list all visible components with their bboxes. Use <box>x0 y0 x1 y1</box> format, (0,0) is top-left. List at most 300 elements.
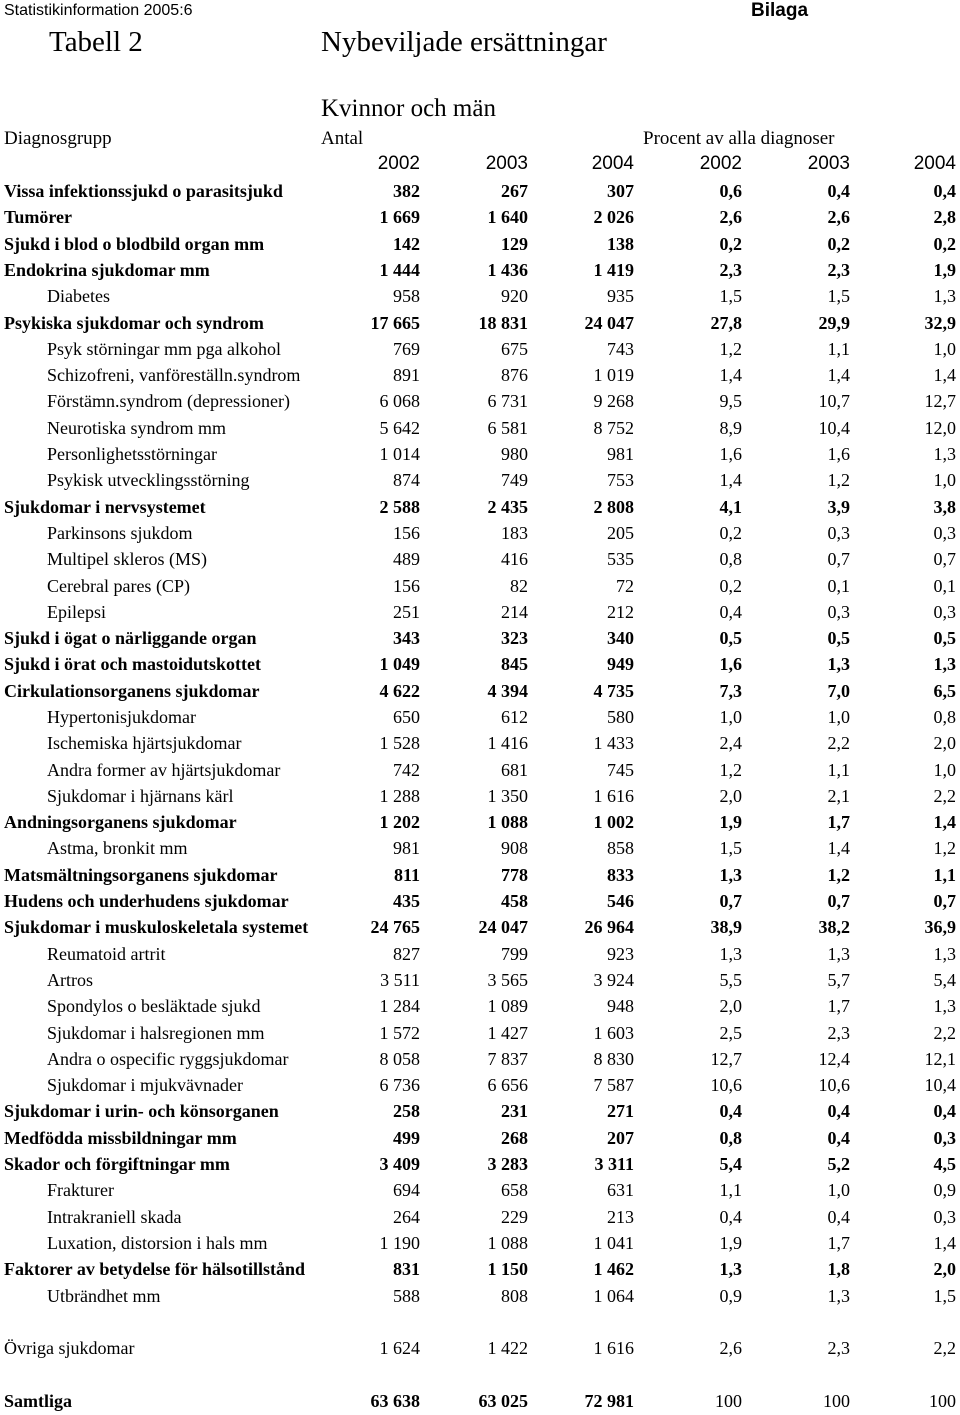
cell-count-2004: 833 <box>607 865 634 885</box>
cell-count-2004: 1 002 <box>593 812 634 832</box>
cell-count-2003: 129 <box>501 234 528 254</box>
cell-percent-2003: 1,3 <box>827 654 850 674</box>
cell-count-2002: 1 284 <box>379 996 420 1016</box>
cell-count-2003: 183 <box>501 523 528 543</box>
cell-count-2002: 1 190 <box>379 1233 420 1253</box>
row-label: Artros <box>47 970 93 990</box>
table-row <box>0 574 960 600</box>
row-label: Sjukdomar i mjukvävnader <box>47 1075 243 1095</box>
table-row <box>0 968 960 994</box>
cell-percent-2002: 1,5 <box>719 838 742 858</box>
cell-percent-2003: 0,5 <box>827 628 850 648</box>
cell-count-2004: 212 <box>607 602 634 622</box>
cell-count-2003: 1 640 <box>487 207 528 227</box>
cell-percent-2003: 12,4 <box>818 1049 850 1069</box>
cell-percent-2004: 0,3 <box>933 523 956 543</box>
column-header-percent: Procent av alla diagnoser <box>643 128 835 149</box>
cell-count-2002: 17 665 <box>370 313 420 333</box>
cell-count-2002: 251 <box>393 602 420 622</box>
cell-count-2002: 4 622 <box>379 681 420 701</box>
cell-percent-2003: 29,9 <box>818 313 850 333</box>
row-label: Neurotiska syndrom mm <box>47 418 226 438</box>
year-header-percent-2003: 2003 <box>807 153 850 174</box>
cell-count-2004: 340 <box>607 628 634 648</box>
cell-percent-2002: 1,0 <box>719 707 742 727</box>
cell-count-2004: 631 <box>607 1180 634 1200</box>
cell-percent-2002: 1,5 <box>719 286 742 306</box>
cell-percent-2004: 4,5 <box>933 1154 956 1174</box>
table-row <box>0 179 960 205</box>
cell-count-2002: 63 638 <box>370 1391 420 1411</box>
cell-percent-2004: 0,9 <box>933 1180 956 1200</box>
cell-percent-2004: 1,5 <box>933 1286 956 1306</box>
cell-percent-2004: 1,4 <box>933 365 956 385</box>
row-label: Vissa infektionssjukd o parasitsjukd <box>4 181 283 201</box>
cell-count-2002: 1 288 <box>379 786 420 806</box>
cell-percent-2003: 1,0 <box>827 1180 850 1200</box>
cell-count-2002: 1 624 <box>379 1338 420 1358</box>
cell-percent-2003: 5,2 <box>827 1154 850 1174</box>
cell-percent-2002: 1,1 <box>719 1180 742 1200</box>
cell-count-2004: 9 268 <box>593 391 634 411</box>
cell-count-2004: 1 064 <box>593 1286 634 1306</box>
cell-percent-2004: 12,1 <box>924 1049 956 1069</box>
cell-count-2002: 1 528 <box>379 733 420 753</box>
cell-count-2002: 3 409 <box>379 1154 420 1174</box>
cell-percent-2004: 1,3 <box>933 654 956 674</box>
cell-count-2002: 1 202 <box>379 812 420 832</box>
cell-count-2003: 3 565 <box>487 970 528 990</box>
cell-count-2004: 72 <box>616 576 634 596</box>
cell-count-2003: 229 <box>501 1207 528 1227</box>
cell-percent-2003: 1,4 <box>827 365 850 385</box>
cell-count-2002: 258 <box>393 1101 420 1121</box>
table-row <box>0 731 960 757</box>
row-label: Sjukdomar i urin- och könsorganen <box>4 1101 279 1121</box>
cell-percent-2002: 1,4 <box>719 365 742 385</box>
cell-count-2004: 207 <box>607 1128 634 1148</box>
cell-count-2003: 1 089 <box>487 996 528 1016</box>
cell-count-2002: 264 <box>393 1207 420 1227</box>
cell-percent-2004: 2,0 <box>933 733 956 753</box>
table-row <box>0 994 960 1020</box>
row-label: Övriga sjukdomar <box>4 1338 135 1358</box>
row-label: Sjukdomar i hjärnans kärl <box>47 786 234 806</box>
cell-count-2002: 382 <box>393 181 420 201</box>
cell-percent-2004: 1,0 <box>933 470 956 490</box>
cell-percent-2003: 2,3 <box>827 1023 850 1043</box>
cell-count-2004: 948 <box>607 996 634 1016</box>
year-header-count-2003: 2003 <box>485 153 528 174</box>
row-label: Parkinsons sjukdom <box>47 523 193 543</box>
cell-count-2003: 6 731 <box>487 391 528 411</box>
cell-percent-2003: 0,4 <box>827 1101 850 1121</box>
cell-percent-2003: 38,2 <box>818 917 850 937</box>
cell-count-2003: 1 416 <box>487 733 528 753</box>
cell-percent-2003: 1,3 <box>827 1286 850 1306</box>
row-label: Förstämn.syndrom (depressioner) <box>47 391 290 411</box>
row-label: Andra o ospecific ryggsjukdomar <box>47 1049 289 1069</box>
report-series-label: Statistikinformation 2005:6 <box>4 2 193 19</box>
cell-percent-2004: 5,4 <box>933 970 956 990</box>
cell-count-2003: 24 047 <box>478 917 528 937</box>
table-row <box>0 205 960 231</box>
year-header-percent-2002: 2002 <box>699 153 742 174</box>
cell-percent-2003: 1,1 <box>827 339 850 359</box>
cell-count-2004: 1 041 <box>593 1233 634 1253</box>
cell-percent-2004: 2,2 <box>933 1338 956 1358</box>
cell-count-2002: 142 <box>393 234 420 254</box>
cell-percent-2003: 5,7 <box>827 970 850 990</box>
table-row <box>0 915 960 941</box>
table-row <box>0 389 960 415</box>
cell-count-2004: 580 <box>607 707 634 727</box>
cell-count-2004: 307 <box>607 181 634 201</box>
cell-count-2003: 658 <box>501 1180 528 1200</box>
row-label: Epilepsi <box>47 602 106 622</box>
table-row <box>0 495 960 521</box>
cell-percent-2004: 12,7 <box>924 391 956 411</box>
row-label: Psykisk utvecklingsstörning <box>47 470 250 490</box>
row-label: Astma, bronkit mm <box>47 838 188 858</box>
cell-count-2002: 1 669 <box>379 207 420 227</box>
cell-count-2004: 24 047 <box>584 313 634 333</box>
row-label: Sjukdomar i halsregionen mm <box>47 1023 265 1043</box>
cell-percent-2004: 0,4 <box>933 1101 956 1121</box>
cell-count-2004: 923 <box>607 944 634 964</box>
cell-percent-2003: 1,6 <box>827 444 850 464</box>
year-header-count-2004: 2004 <box>591 153 634 174</box>
row-label: Skador och förgiftningar mm <box>4 1154 230 1174</box>
cell-count-2004: 2 026 <box>593 207 634 227</box>
cell-percent-2004: 2,2 <box>933 1023 956 1043</box>
appendix-label: Bilaga <box>751 0 809 21</box>
cell-percent-2002: 0,4 <box>719 1207 742 1227</box>
cell-count-2003: 4 394 <box>487 681 528 701</box>
cell-count-2003: 7 837 <box>487 1049 528 1069</box>
row-label: Personlighetsstörningar <box>47 444 217 464</box>
cell-count-2002: 343 <box>393 628 420 648</box>
cell-percent-2004: 32,9 <box>924 313 956 333</box>
table-row <box>0 311 960 337</box>
cell-count-2003: 267 <box>501 181 528 201</box>
cell-percent-2003: 1,7 <box>827 1233 850 1253</box>
cell-percent-2002: 1,6 <box>719 444 742 464</box>
cell-percent-2004: 36,9 <box>924 917 956 937</box>
cell-percent-2002: 12,7 <box>710 1049 742 1069</box>
cell-count-2003: 1 150 <box>487 1259 528 1279</box>
cell-percent-2002: 2,0 <box>719 786 742 806</box>
cell-percent-2003: 0,3 <box>827 523 850 543</box>
cell-percent-2002: 9,5 <box>719 391 742 411</box>
cell-percent-2002: 1,4 <box>719 470 742 490</box>
cell-percent-2003: 1,8 <box>827 1259 850 1279</box>
row-label: Sjukdomar i muskuloskeletala systemet <box>4 917 309 937</box>
cell-count-2002: 24 765 <box>370 917 420 937</box>
row-label: Frakturer <box>47 1180 114 1200</box>
cell-percent-2003: 2,3 <box>827 260 850 280</box>
cell-percent-2002: 1,2 <box>719 339 742 359</box>
cell-percent-2003: 1,2 <box>827 470 850 490</box>
table-row <box>0 521 960 547</box>
table-subtitle: Kvinnor och män <box>321 95 496 122</box>
row-label: Sjukd i blod o blodbild organ mm <box>4 234 265 254</box>
cell-percent-2003: 10,6 <box>818 1075 850 1095</box>
cell-count-2002: 499 <box>393 1128 420 1148</box>
cell-percent-2004: 1,3 <box>933 996 956 1016</box>
cell-count-2003: 1 422 <box>487 1338 528 1358</box>
cell-percent-2004: 1,1 <box>933 865 956 885</box>
cell-count-2004: 271 <box>607 1101 634 1121</box>
cell-percent-2002: 1,9 <box>719 1233 742 1253</box>
cell-percent-2002: 100 <box>715 1391 742 1411</box>
cell-count-2002: 156 <box>393 523 420 543</box>
cell-count-2002: 958 <box>393 286 420 306</box>
cell-count-2004: 8 830 <box>593 1049 634 1069</box>
cell-percent-2003: 0,1 <box>827 576 850 596</box>
cell-percent-2002: 27,8 <box>710 313 742 333</box>
cell-percent-2003: 0,7 <box>827 549 850 569</box>
cell-percent-2004: 0,1 <box>933 576 956 596</box>
table-row <box>0 1205 960 1231</box>
cell-count-2003: 214 <box>501 602 528 622</box>
cell-count-2004: 1 616 <box>593 786 634 806</box>
cell-count-2003: 799 <box>501 944 528 964</box>
cell-percent-2003: 1,3 <box>827 944 850 964</box>
cell-percent-2002: 0,4 <box>719 602 742 622</box>
cell-percent-2002: 0,7 <box>719 891 742 911</box>
cell-percent-2002: 0,6 <box>719 181 742 201</box>
cell-percent-2004: 0,7 <box>933 891 956 911</box>
cell-percent-2004: 2,8 <box>933 207 956 227</box>
table-row <box>0 468 960 494</box>
cell-percent-2002: 2,3 <box>719 260 742 280</box>
row-label: Andra former av hjärtsjukdomar <box>47 760 281 780</box>
cell-count-2002: 874 <box>393 470 420 490</box>
cell-count-2002: 1 049 <box>379 654 420 674</box>
row-label: Endokrina sjukdomar mm <box>4 260 210 280</box>
cell-percent-2003: 10,4 <box>818 418 850 438</box>
cell-count-2003: 323 <box>501 628 528 648</box>
cell-count-2004: 3 311 <box>594 1154 634 1174</box>
cell-percent-2003: 1,1 <box>827 760 850 780</box>
cell-percent-2004: 1,3 <box>933 444 956 464</box>
cell-count-2003: 612 <box>501 707 528 727</box>
column-header-count: Antal <box>321 128 364 149</box>
cell-percent-2003: 2,3 <box>827 1338 850 1358</box>
row-label: Intrakraniell skada <box>47 1207 182 1227</box>
table-row <box>0 652 960 678</box>
cell-count-2004: 546 <box>607 891 634 911</box>
cell-count-2003: 6 656 <box>487 1075 528 1095</box>
row-label: Matsmältningsorganens sjukdomar <box>4 865 278 885</box>
cell-percent-2003: 0,4 <box>827 1207 850 1227</box>
cell-count-2003: 458 <box>501 891 528 911</box>
table-row <box>0 1389 960 1415</box>
cell-percent-2002: 1,3 <box>719 1259 742 1279</box>
cell-percent-2004: 0,2 <box>933 234 956 254</box>
cell-count-2004: 26 964 <box>584 917 634 937</box>
row-label: Multipel skleros (MS) <box>47 549 207 569</box>
table-row <box>0 442 960 468</box>
row-label: Diabetes <box>47 286 110 306</box>
cell-percent-2003: 0,4 <box>827 181 850 201</box>
cell-percent-2004: 1,4 <box>933 1233 956 1253</box>
cell-count-2003: 778 <box>501 865 528 885</box>
cell-percent-2002: 0,5 <box>719 628 742 648</box>
cell-count-2002: 156 <box>393 576 420 596</box>
cell-percent-2004: 1,2 <box>933 838 956 858</box>
cell-count-2003: 980 <box>501 444 528 464</box>
cell-count-2004: 743 <box>607 339 634 359</box>
cell-percent-2002: 7,3 <box>719 681 742 701</box>
cell-count-2003: 1 350 <box>487 786 528 806</box>
table-row <box>0 705 960 731</box>
cell-count-2002: 1 572 <box>379 1023 420 1043</box>
cell-count-2003: 1 088 <box>487 812 528 832</box>
cell-percent-2003: 7,0 <box>827 681 850 701</box>
cell-count-2004: 138 <box>607 234 634 254</box>
cell-percent-2003: 2,1 <box>827 786 850 806</box>
cell-percent-2003: 1,2 <box>827 865 850 885</box>
cell-percent-2003: 0,3 <box>827 602 850 622</box>
cell-percent-2004: 0,8 <box>933 707 956 727</box>
cell-percent-2002: 0,8 <box>719 1128 742 1148</box>
cell-count-2003: 845 <box>501 654 528 674</box>
table-row <box>0 1231 960 1257</box>
cell-percent-2002: 4,1 <box>719 497 742 517</box>
cell-count-2003: 2 435 <box>487 497 528 517</box>
cell-percent-2003: 1,7 <box>827 812 850 832</box>
cell-count-2004: 1 019 <box>593 365 634 385</box>
cell-percent-2002: 1,3 <box>719 944 742 964</box>
cell-count-2003: 908 <box>501 838 528 858</box>
table-row <box>0 363 960 389</box>
cell-count-2004: 1 616 <box>593 1338 634 1358</box>
cell-percent-2003: 3,9 <box>827 497 850 517</box>
table-row <box>0 547 960 573</box>
cell-count-2003: 1 436 <box>487 260 528 280</box>
cell-count-2002: 769 <box>393 339 420 359</box>
row-label: Cirkulationsorganens sjukdomar <box>4 681 260 701</box>
cell-count-2002: 6 736 <box>379 1075 420 1095</box>
cell-percent-2004: 1,0 <box>933 760 956 780</box>
row-label: Spondylos o besläktade sjukd <box>47 996 261 1016</box>
table-row <box>0 1047 960 1073</box>
cell-count-2003: 920 <box>501 286 528 306</box>
table-row <box>0 1336 960 1362</box>
cell-percent-2003: 1,4 <box>827 838 850 858</box>
cell-percent-2004: 0,4 <box>933 181 956 201</box>
cell-percent-2002: 1,2 <box>719 760 742 780</box>
cell-count-2004: 935 <box>607 286 634 306</box>
cell-percent-2002: 2,4 <box>719 733 742 753</box>
cell-percent-2004: 10,4 <box>924 1075 956 1095</box>
cell-percent-2004: 3,8 <box>933 497 956 517</box>
row-label: Cerebral pares (CP) <box>47 576 190 596</box>
row-label: Samtliga <box>4 1391 73 1411</box>
row-label: Schizofreni, vanföreställn.syndrom <box>47 365 301 385</box>
cell-percent-2002: 0,9 <box>719 1286 742 1306</box>
cell-percent-2004: 1,3 <box>933 944 956 964</box>
cell-percent-2004: 1,0 <box>933 339 956 359</box>
table-row <box>0 836 960 862</box>
table-row <box>0 784 960 810</box>
cell-count-2003: 1 088 <box>487 1233 528 1253</box>
table-row <box>0 1099 960 1125</box>
cell-percent-2004: 2,0 <box>933 1259 956 1279</box>
cell-count-2004: 949 <box>607 654 634 674</box>
cell-percent-2003: 10,7 <box>818 391 850 411</box>
table-row <box>0 758 960 784</box>
row-label: Hudens och underhudens sjukdomar <box>4 891 289 911</box>
cell-percent-2004: 6,5 <box>933 681 956 701</box>
cell-count-2004: 205 <box>607 523 634 543</box>
row-label: Andningsorganens sjukdomar <box>4 812 237 832</box>
cell-count-2004: 1 433 <box>593 733 634 753</box>
cell-percent-2002: 2,5 <box>719 1023 742 1043</box>
row-label: Luxation, distorsion i hals mm <box>47 1233 268 1253</box>
cell-percent-2002: 0,8 <box>719 549 742 569</box>
table-row <box>0 810 960 836</box>
cell-count-2002: 1 444 <box>379 260 420 280</box>
cell-count-2004: 858 <box>607 838 634 858</box>
cell-percent-2003: 0,7 <box>827 891 850 911</box>
table-row <box>0 1284 960 1310</box>
table-row <box>0 1126 960 1152</box>
cell-count-2004: 2 808 <box>593 497 634 517</box>
cell-percent-2002: 2,6 <box>719 207 742 227</box>
cell-count-2002: 588 <box>393 1286 420 1306</box>
cell-count-2004: 1 462 <box>593 1259 634 1279</box>
cell-count-2004: 4 735 <box>593 681 634 701</box>
table-row <box>0 1257 960 1283</box>
cell-percent-2002: 1,6 <box>719 654 742 674</box>
cell-percent-2002: 0,4 <box>719 1101 742 1121</box>
cell-count-2003: 63 025 <box>478 1391 528 1411</box>
cell-count-2003: 18 831 <box>478 313 528 333</box>
table-row <box>0 284 960 310</box>
cell-count-2003: 675 <box>501 339 528 359</box>
table-row <box>0 1152 960 1178</box>
cell-percent-2002: 5,5 <box>719 970 742 990</box>
cell-count-2002: 489 <box>393 549 420 569</box>
cell-count-2003: 231 <box>501 1101 528 1121</box>
cell-percent-2002: 1,3 <box>719 865 742 885</box>
row-label: Tumörer <box>4 207 73 227</box>
cell-percent-2004: 0,3 <box>933 1207 956 1227</box>
cell-percent-2002: 0,2 <box>719 576 742 596</box>
cell-percent-2003: 1,5 <box>827 286 850 306</box>
cell-count-2003: 6 581 <box>487 418 528 438</box>
cell-count-2003: 808 <box>501 1286 528 1306</box>
row-label: Sjukd i ögat o närliggande organ <box>4 628 257 648</box>
cell-percent-2002: 10,6 <box>710 1075 742 1095</box>
row-label: Ischemiska hjärtsjukdomar <box>47 733 242 753</box>
cell-count-2002: 742 <box>393 760 420 780</box>
cell-percent-2003: 100 <box>823 1391 850 1411</box>
cell-count-2003: 681 <box>501 760 528 780</box>
row-label: Sjukd i örat och mastoidutskottet <box>4 654 262 674</box>
cell-percent-2004: 1,9 <box>933 260 956 280</box>
cell-count-2003: 268 <box>501 1128 528 1148</box>
cell-count-2004: 535 <box>607 549 634 569</box>
cell-percent-2003: 0,2 <box>827 234 850 254</box>
cell-count-2003: 749 <box>501 470 528 490</box>
cell-count-2002: 435 <box>393 891 420 911</box>
cell-count-2003: 82 <box>510 576 528 596</box>
cell-percent-2002: 0,2 <box>719 234 742 254</box>
